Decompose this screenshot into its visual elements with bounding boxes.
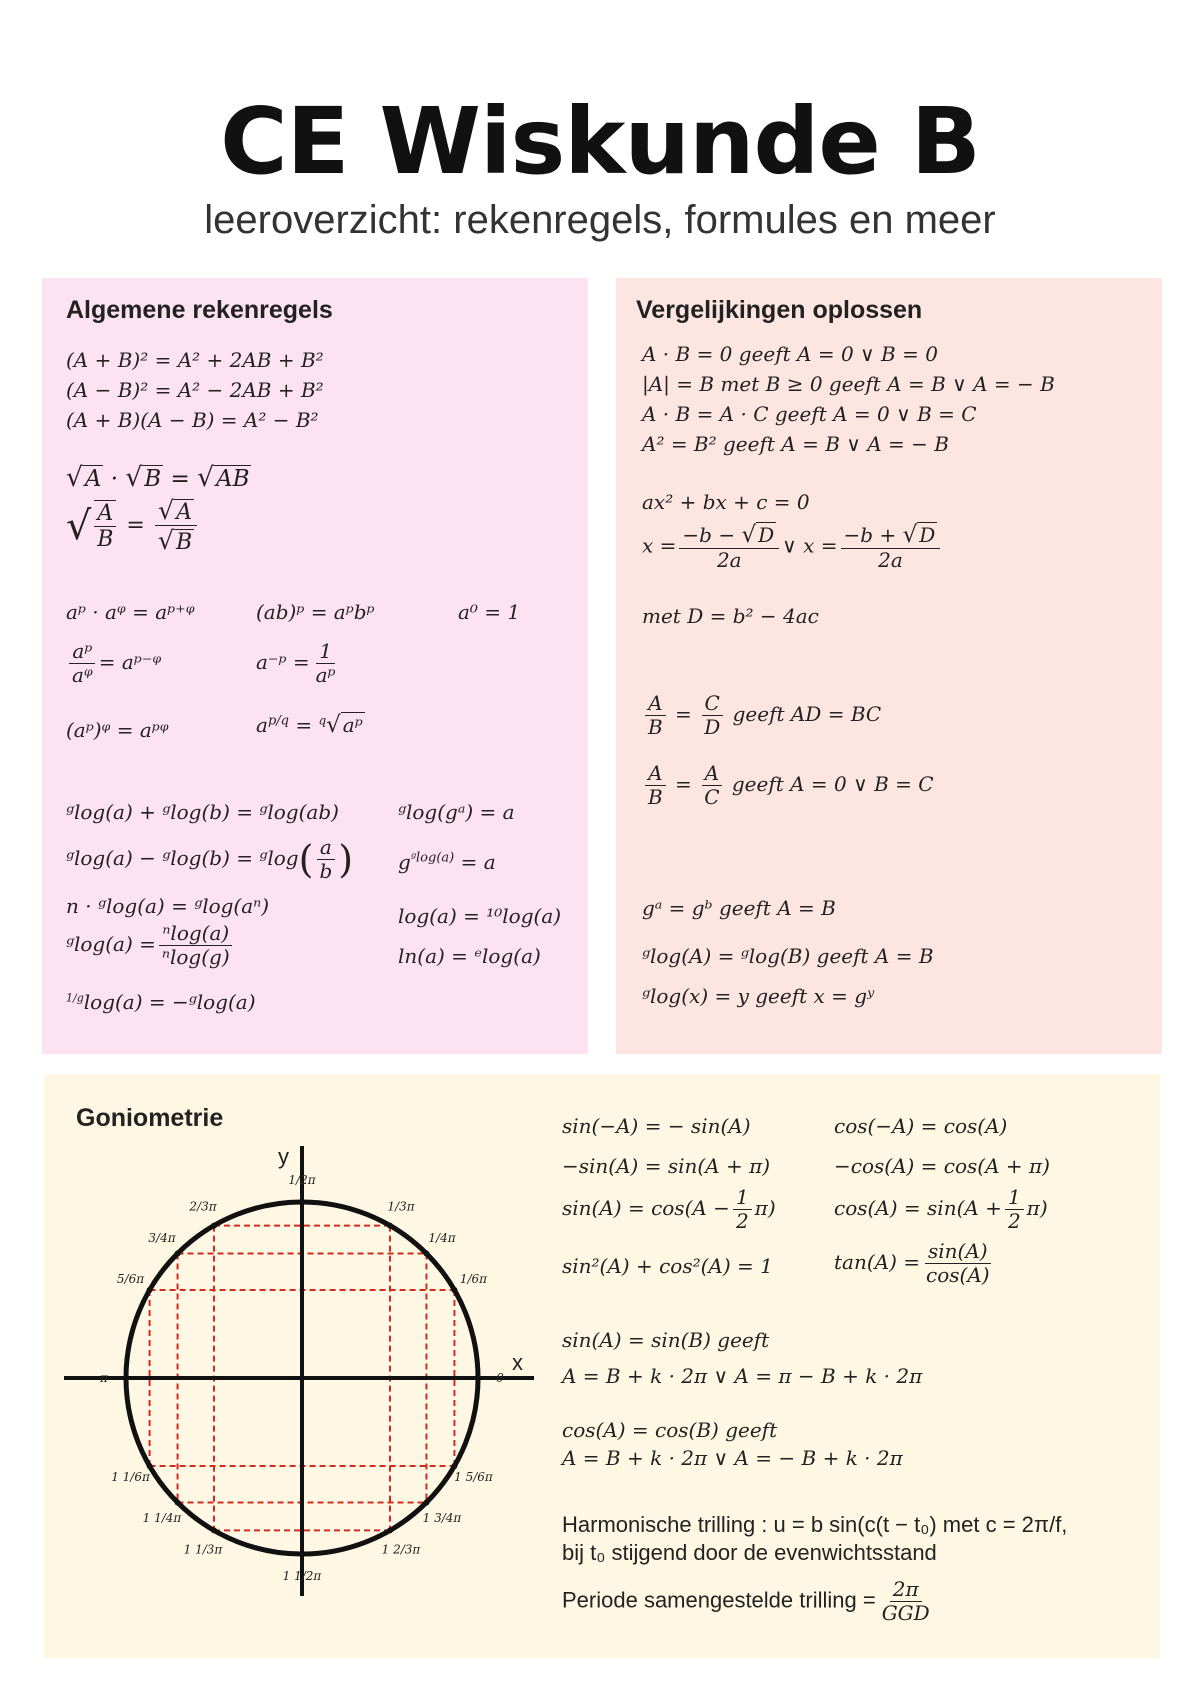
formula-power-negative: a⁻ᵖ = $\frac{1}{\text{aᵖ}}$ — [256, 639, 336, 687]
circle-point — [123, 1375, 129, 1381]
log-change-base-den: ⁿlog(g) — [161, 945, 230, 969]
formula-root-product: √A · √B = √AB — [66, 462, 250, 493]
angle-label: 5/6π — [116, 1272, 145, 1286]
eq-product-zero: A · B = 0 geeft A = 0 ∨ B = 0 — [642, 342, 938, 366]
period-num: 2π — [890, 1578, 922, 1602]
gonio-tan — [834, 1240, 996, 1287]
eq-discriminant: met D = b² − 4ac — [642, 604, 819, 628]
page-title: CE Wiskunde B — [220, 88, 980, 195]
formula-log-inverse: ᵍlog(gᵃ) = a — [398, 800, 515, 824]
eq-fraction-same-num: $\frac{A}{B}$ = $\frac{A}{C}$ geeft A = 0 ∨ B = C — [642, 762, 934, 809]
circle-point — [451, 1287, 457, 1293]
circle-point — [175, 1251, 181, 1257]
fraction-same-num-rhs: geeft A = 0 ∨ B = C — [731, 772, 934, 796]
formula-fractional-power: $a^{p/q} = ^q√$ aᵖ — [256, 712, 363, 738]
formula-ln: ln(a) = ᵉlog(a) — [398, 944, 541, 968]
eq-quadratic: ax² + bx + c = 0 — [642, 490, 810, 514]
log-reciprocal-body: log(a) = −ᵍlog(a) — [83, 990, 256, 1014]
angle-label: 1 2/3π — [381, 1542, 421, 1557]
eq-squares: A² = B² geeft A = B ∨ A = − B — [642, 432, 949, 456]
sin-to-cos-rhs: π) — [754, 1196, 776, 1220]
circle-point — [211, 1223, 217, 1229]
formula-square-sum: (A + B)² = A² + 2AB + B² — [66, 348, 324, 372]
gonio-cos-to-sin: cos(A) = sin(A + $\frac{1}{2}$ π) — [834, 1185, 1048, 1233]
circle-point — [423, 1499, 429, 1505]
eq-exponent: gᵃ = gᵇ geeft A = B — [642, 896, 836, 920]
circle-point — [451, 1463, 457, 1469]
formula-power-power: (aᵖ)ᵠ = aᵖᵠ — [66, 718, 169, 742]
gonio-sin-neg: sin(−A) = − sin(A) — [562, 1114, 751, 1138]
angle-label: 1 1/6π — [111, 1470, 150, 1484]
eq-fraction-cross: $\frac{A}{B}$ = $\frac{C}{D}$ geeft AD = BC — [642, 692, 881, 739]
gonio-cos-neg: cos(−A) = cos(A) — [834, 1114, 1008, 1138]
angle-label: 1 1/3π — [183, 1542, 223, 1557]
exp-of-log-rhs: = a — [460, 850, 496, 874]
tan-num: sin(A) — [925, 1240, 991, 1264]
formula-log-difference: ᵍlog(a) − ᵍlog(b) = ᵍlog( $\frac{a}{b}$ ) — [66, 835, 354, 883]
abc-den-1: 2a — [716, 548, 742, 573]
power-negative-lhs: a⁻ᵖ = — [256, 650, 310, 674]
formula-root-quotient: √ $\frac{A}{B}$ = $\frac{√A}{√B}$ — [66, 496, 200, 556]
gonio-sin-shift: −sin(A) = sin(A + π) — [562, 1154, 771, 1178]
gonio-harmonic: Harmonische trilling : u = b sin(c(t − t₀) met c = 2π/f, — [562, 1512, 1068, 1537]
x-axis-label: x — [512, 1350, 523, 1375]
gonio-cos-solutions: A = B + k · 2π ∨ A = − B + k · 2π — [562, 1446, 903, 1470]
log-change-base-num: ⁿlog(a) — [159, 922, 232, 946]
eq-common-factor: A · B = A · C geeft A = 0 ∨ B = C — [642, 402, 977, 426]
circle-point — [175, 1499, 181, 1505]
abc-den-2: 2a — [878, 548, 903, 573]
formula-exp-of-log: $g^{ᵍlog(a)} = a$ — [398, 850, 496, 874]
page-subtitle: leeroverzicht: rekenregels, formules en meer — [204, 198, 996, 242]
panel-vergelijkingen-oplossen — [616, 278, 1162, 1054]
gonio-harmonic-note: bij t₀ stijgend door de evenwichtsstand — [562, 1540, 937, 1565]
period-den: GGD — [881, 1601, 930, 1625]
angle-label: 3/4π — [148, 1230, 176, 1245]
eq-log-value: ᵍlog(x) = y geeft x = gʸ — [642, 984, 875, 1008]
gonio-cos-equal: cos(A) = cos(B) geeft — [562, 1418, 778, 1442]
section-heading: Algemene rekenregels — [66, 296, 333, 324]
circle-point — [299, 1551, 305, 1557]
angle-label: 2/3π — [189, 1199, 217, 1214]
circle-point — [387, 1527, 393, 1533]
angle-label: 1 1/4π — [142, 1511, 182, 1526]
gonio-period — [562, 1578, 936, 1625]
angle-label: 1/3π — [387, 1199, 415, 1214]
angle-label: 1 1/2π — [282, 1569, 322, 1583]
section-heading: Goniometrie — [76, 1104, 224, 1132]
circle-point — [147, 1463, 153, 1469]
formula-log-change-base — [66, 922, 236, 969]
period-lhs: Periode samengestelde trilling = — [562, 1587, 876, 1613]
formula-log-sum: ᵍlog(a) + ᵍlog(b) = ᵍlog(ab) — [66, 800, 339, 824]
power-divide-rhs: = aᵖ⁻ᵠ — [98, 650, 162, 674]
circle-point — [475, 1375, 481, 1381]
formula-power-multiply: aᵖ · aᵠ = aᵖ⁺ᵠ — [66, 600, 195, 624]
formula-power-divide: $\frac{\text{aᵖ}}{\text{aᵠ}}$ = aᵖ⁻ᵠ — [66, 640, 161, 687]
formula-square-diff: (A − B)² = A² − 2AB + B² — [66, 378, 324, 402]
formula-power-product: (ab)ᵖ = aᵖbᵖ — [256, 600, 375, 624]
angle-label: π — [100, 1371, 108, 1385]
formula-log-power: n · ᵍlog(a) = ᵍlog(aⁿ) — [66, 894, 270, 918]
circle-point — [387, 1223, 393, 1229]
circle-point — [147, 1287, 153, 1293]
eq-absolute: |A| = B met B ≥ 0 geeft A = B ∨ A = − B — [642, 372, 1055, 396]
abc-or: ∨ x = — [782, 533, 838, 558]
angle-label: 1/6π — [459, 1272, 488, 1286]
section-heading: Vergelijkingen oplossen — [636, 296, 923, 324]
cos-to-sin-lhs: cos(A) = sin(A + — [834, 1196, 1002, 1220]
log-difference-lhs: ᵍlog(a) − ᵍlog(b) = ᵍlog — [66, 846, 299, 870]
log-change-base-lhs: ᵍlog(a) = — [66, 932, 156, 956]
y-axis-label: y — [278, 1144, 289, 1169]
unit-circle-diagram — [44, 1074, 523, 1594]
tan-den: cos(A) — [926, 1263, 990, 1287]
abc-x: x = — [642, 533, 677, 558]
angle-label: 1/2π — [288, 1173, 316, 1187]
circle-point — [299, 1199, 305, 1205]
eq-log-equal: ᵍlog(A) = ᵍlog(B) geeft A = B — [642, 944, 934, 968]
tan-lhs: tan(A) = — [834, 1250, 921, 1274]
gonio-cos-shift: −cos(A) = cos(A + π) — [834, 1154, 1050, 1178]
angle-label: 1 5/6π — [454, 1470, 493, 1484]
gonio-pythagoras: sin²(A) + cos²(A) = 1 — [562, 1254, 773, 1278]
cos-to-sin-rhs: π) — [1026, 1196, 1048, 1220]
formula-log-reciprocal: $^{1/g}$log(a) = −ᵍlog(a) — [66, 990, 256, 1014]
formula-difference-squares: (A + B)(A − B) = A² − B² — [66, 408, 319, 432]
fraction-cross-rhs: geeft AD = BC — [732, 702, 882, 726]
gonio-sin-equal: sin(A) = sin(B) geeft — [562, 1328, 770, 1352]
gonio-sin-to-cos: sin(A) = cos(A − $\frac{1}{2}$ π) — [562, 1185, 776, 1233]
circle-point — [211, 1527, 217, 1533]
gonio-sin-solutions: A = B + k · 2π ∨ A = π − B + k · 2π — [562, 1364, 923, 1388]
formula-log-ten: log(a) = ¹⁰log(a) — [398, 904, 562, 928]
sin-to-cos-lhs: sin(A) = cos(A − — [562, 1196, 730, 1220]
circle-point — [423, 1251, 429, 1257]
eq-abc-formula: x = $\frac{-b - √ D}{2a}$ ∨ x = $\frac{-b + √ D}{2a}$ — [642, 522, 943, 572]
formula-power-zero: a⁰ = 1 — [458, 600, 521, 624]
angle-label: 1 3/4π — [422, 1511, 462, 1526]
angle-label: 1/4π — [428, 1230, 456, 1245]
angle-label: 0 — [496, 1371, 504, 1385]
panel-algemene-rekenregels — [42, 278, 588, 1054]
